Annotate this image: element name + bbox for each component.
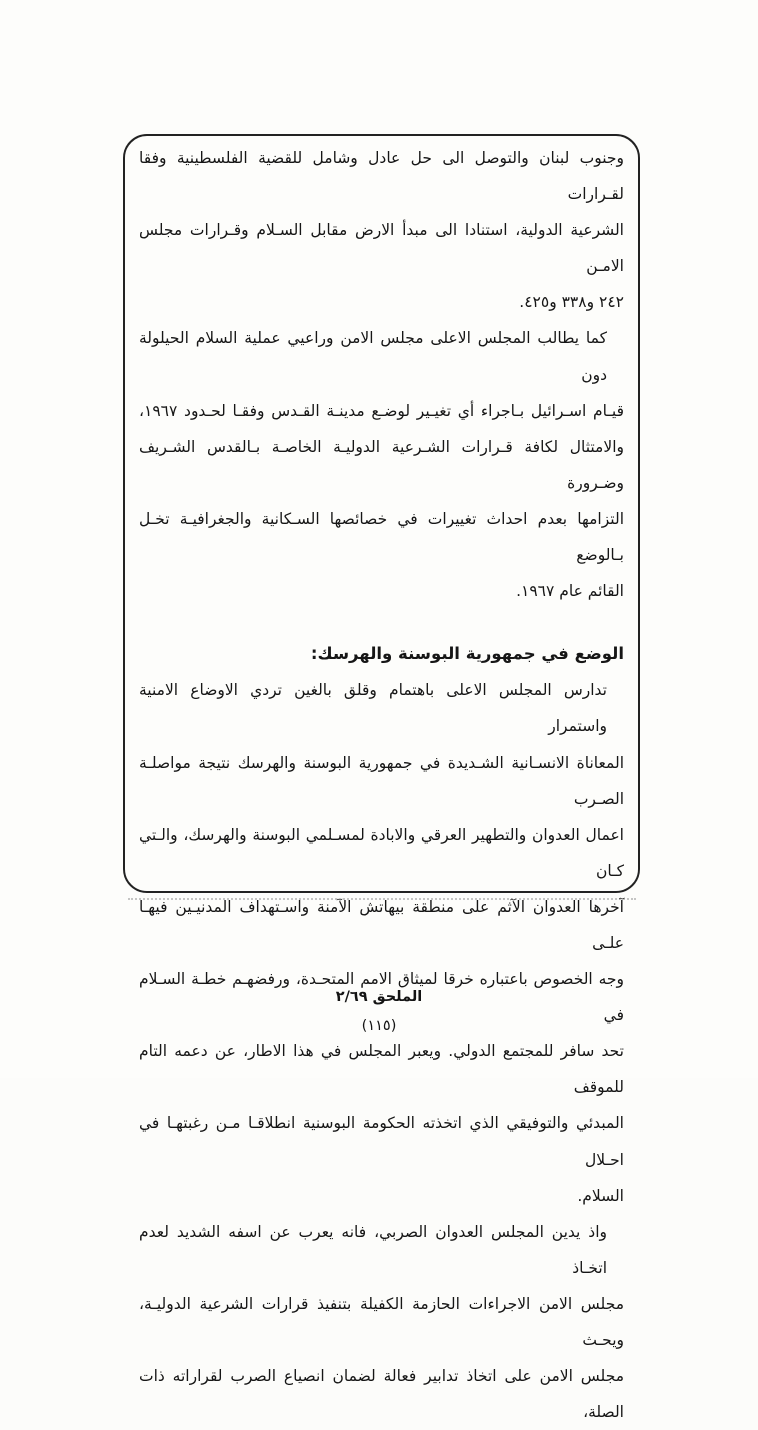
text-line: كما يطالب المجلس الاعلى مجلس الامن وراعيي عملية السلام الحيلولة دون: [139, 329, 607, 384]
page-footer: [0, 987, 758, 1036]
text-line: اعمال العدوان والتطهير العرقي والابادة لمسـلمي البوسنة والهرسك، والـتي كـان: [139, 825, 624, 880]
text-line: وجه الخصوص باعتباره خرقا لميثاق الامم المتحـدة، ورفضهـم خطـة السـلام في: [139, 970, 624, 1025]
text-line: وجنوب لبنان والتوصل الى حل عادل وشامل للقضية الفلسطينية وفقا لقـرارات: [139, 149, 624, 204]
text-line: الشرعية الدولية، استنادا الى مبدأ الارض مقابل السـلام وقـرارات مجلس الامـن: [139, 221, 624, 276]
text-line: القائم عام ١٩٦٧.: [516, 582, 624, 601]
text-line: والامتثال لكافة قـرارات الشـرعية الدوليـة الخاصـة بـالقدس الشـريف وضـرورة: [139, 437, 624, 492]
text-line: ٢٤٢ و٣٣٨ و٤٢٥.: [519, 293, 624, 312]
text-line: المبدئي والتوفيقي الذي اتخذته الحكومة البوسنية انطلاقـا مـن رغبتهـا في احـلال: [139, 1114, 624, 1169]
scan-artifact-divider: [128, 898, 636, 900]
section-heading: الوضع في جمهورية البوسنة والهرسك:: [310, 644, 624, 664]
text-line: آخرها العدوان الآثم على منطقة بيهاتش الآمنة واسـتهداف المدنيـين فيهـا علـى: [139, 897, 624, 952]
text-line: قيـام اسـرائيل بـاجراء أي تغيـير لوضـع مدينـة القـدس وفقـا لحـدود ١٩٦٧،: [139, 401, 624, 420]
footer-page-number: (١١٥): [361, 1018, 397, 1034]
text-line: تدارس المجلس الاعلى باهتمام وقلق بالغين تردي الاوضاع الامنية واستمرار: [139, 681, 607, 736]
text-line: مجلس الامن الاجراءات الحازمة الكفيلة بتنفيذ قرارات الشرعية الدوليـة، ويحـث: [139, 1294, 624, 1349]
text-line: تحد سافر للمجتمع الدولي. ويعبر المجلس في هذا الاطار، عن دعمه التام للموقف: [139, 1042, 624, 1097]
text-line: التزامها بعدم احداث تغييرات في خصائصها السـكانية والجغرافيـة تخـل بـالوضع: [139, 509, 624, 565]
text-line: واذ يدين المجلس العدوان الصربي، فانه يعرب عن اسفه الشديد لعدم اتخـاذ: [139, 1222, 607, 1277]
text-line: مجلس الامن على اتخاذ تدابير فعالة لضمان انصياع الصرب لقراراته ذات الصلة،: [139, 1367, 624, 1422]
text-line: السلام.: [577, 1186, 624, 1205]
text-line: المعاناة الانسـانية الشـديدة في جمهورية البوسنة والهرسك نتيجة مواصلـة الصـرب: [139, 753, 624, 808]
footer-annex-label: الملحق ٢/٦٩: [335, 989, 423, 1005]
